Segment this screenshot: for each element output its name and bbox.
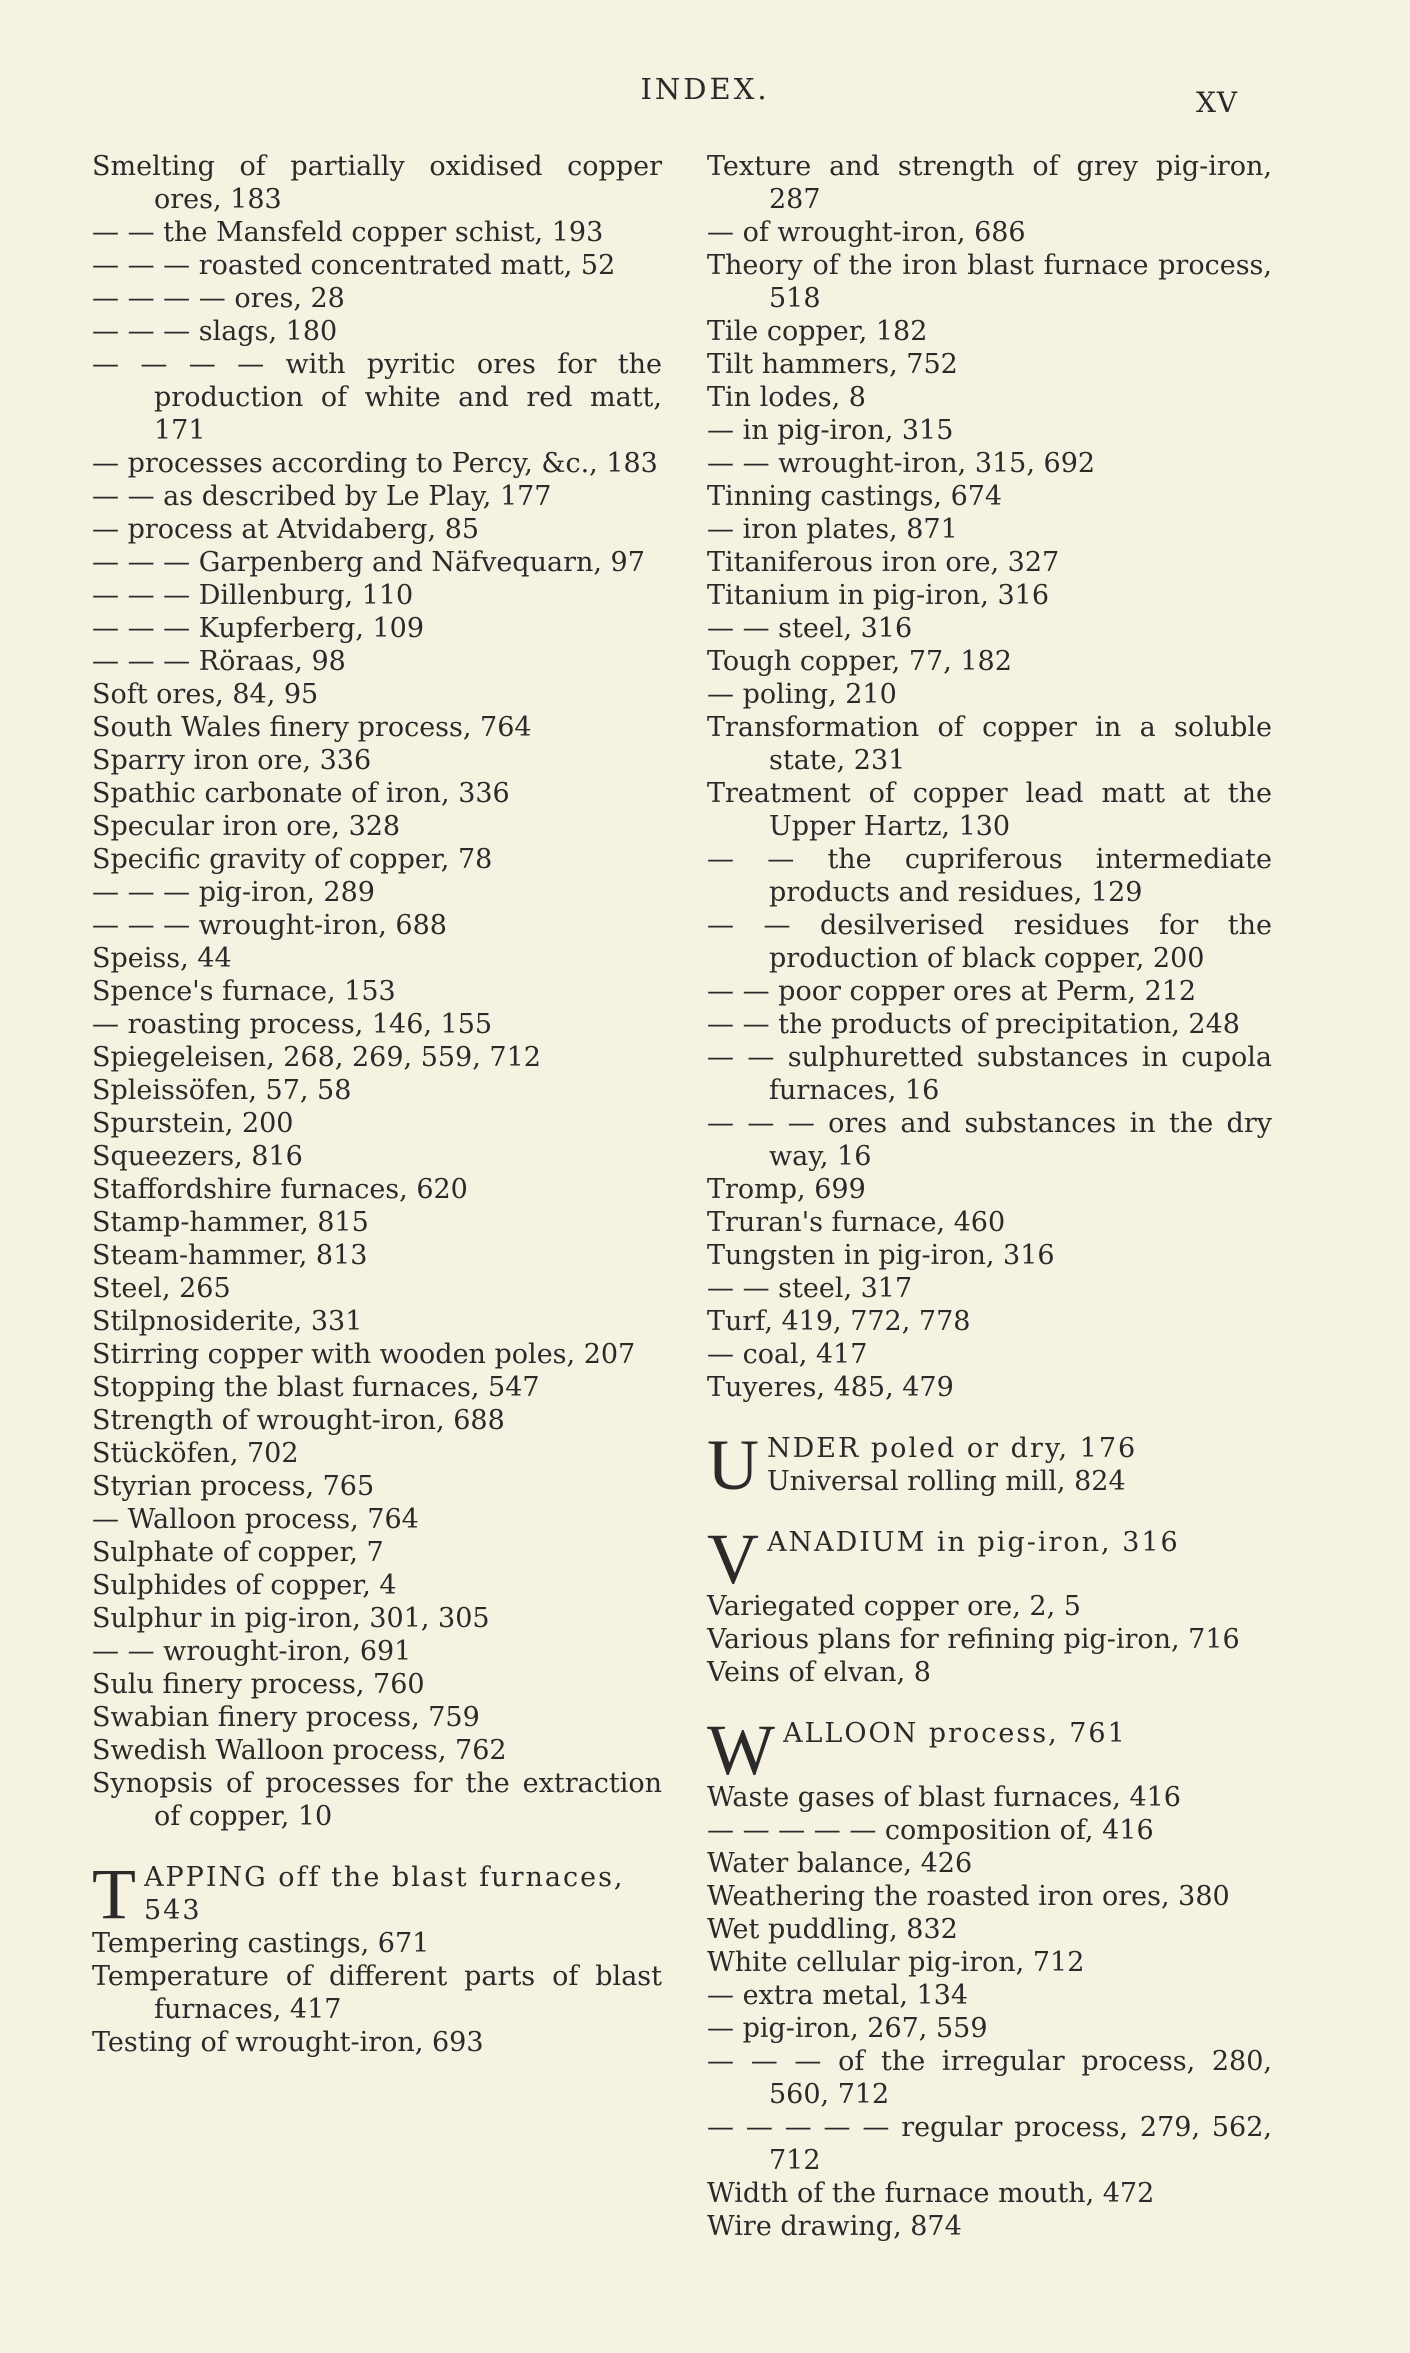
index-entry: Strength of wrought-iron, 688: [92, 1405, 505, 1436]
index-entry: Tilt hammers, 752: [707, 349, 958, 380]
index-entry: — — — Röraas, 98: [92, 646, 346, 677]
index-entry: Synopsis of processes for the extraction of copper, 10: [92, 1768, 662, 1832]
index-entry: Smelting of partially oxidised copper ores, 183: [92, 151, 662, 215]
index-entry: Styrian process, 765: [92, 1471, 375, 1502]
index-entry: Tile copper, 182: [707, 316, 928, 347]
index-entry: Sulphate of copper, 7: [92, 1537, 384, 1568]
index-entry: Swabian finery process, 759: [92, 1702, 480, 1733]
index-entry: Tough copper, 77, 182: [707, 646, 1012, 677]
index-entry: Spiegeleisen, 268, 269, 559, 712: [92, 1042, 541, 1073]
entry-list-t: [92, 1927, 662, 2059]
index-entry: — — as described by Le Play, 177: [92, 481, 552, 512]
entry-list-v: [707, 1590, 1272, 1689]
index-entry: Tromp, 699: [707, 1174, 866, 1205]
index-entry: ALLOON process, 761: [782, 1718, 1127, 1749]
index-entry: Stirring copper with wooden poles, 207: [92, 1339, 636, 1370]
index-entry: Tinning castings, 674: [707, 481, 1003, 512]
index-entry: Weathering the roasted iron ores, 380: [707, 1881, 1230, 1912]
index-entry: Squeezers, 816: [92, 1141, 303, 1172]
index-entry: — iron plates, 871: [707, 514, 958, 545]
section-u-heading: [707, 1425, 1272, 1505]
section-v-heading: [707, 1519, 1272, 1599]
index-entry: Wet puddling, 832: [707, 1914, 958, 1945]
index-entry: Sulu finery process, 760: [92, 1669, 425, 1700]
index-entry: Wire drawing, 874: [707, 2211, 962, 2242]
index-entry: South Wales finery process, 764: [92, 712, 532, 743]
index-column-right: [707, 150, 1272, 2243]
entry-list-s: [92, 150, 662, 1833]
index-entry: Swedish Walloon process, 762: [92, 1735, 507, 1766]
index-entry: — — — roasted concentrated matt, 52: [92, 250, 616, 281]
section-t-heading: [92, 1854, 662, 1934]
index-entry: — Walloon process, 764: [92, 1504, 419, 1535]
index-entry: — — steel, 316: [707, 613, 913, 644]
index-entry: Transformation of copper in a soluble state, 231: [707, 712, 1272, 776]
index-entry: — — — slags, 180: [92, 316, 338, 347]
index-entry: — extra metal, 134: [707, 1980, 969, 2011]
index-entry: Variegated copper ore, 2, 5: [707, 1591, 1081, 1622]
index-entry: — — — — ores, 28: [92, 283, 345, 314]
index-entry: Staffordshire furnaces, 620: [92, 1174, 468, 1205]
index-entry: Titanium in pig-iron, 316: [707, 580, 1050, 611]
index-entry: Spence's furnace, 153: [92, 976, 396, 1007]
index-entry: Treatment of copper lead matt at the Upper Hartz, 130: [707, 778, 1272, 842]
page-number: XV: [1196, 86, 1239, 119]
entry-list-w: [707, 1781, 1272, 2243]
index-entry: — coal, 417: [707, 1339, 868, 1370]
index-entry: — roasting process, 146, 155: [92, 1009, 493, 1040]
index-entry: — — — pig-iron, 289: [92, 877, 375, 908]
index-entry: Width of the furnace mouth, 472: [707, 2178, 1155, 2209]
index-entry: Stopping the blast furnaces, 547: [92, 1372, 540, 1403]
index-entry: Sparry iron ore, 336: [92, 745, 372, 776]
index-entry: — pig-iron, 267, 559: [707, 2013, 988, 2044]
index-entry: — — the cupriferous intermediate products and residues, 129: [707, 844, 1272, 908]
index-entry: Truran's furnace, 460: [707, 1207, 1006, 1238]
section-w-body: [783, 1717, 1127, 1781]
section-v-body: [767, 1526, 1180, 1590]
index-entry: Theory of the iron blast furnace process, 518: [707, 250, 1272, 314]
index-entry: — — the products of precipitation, 248: [707, 1009, 1240, 1040]
index-entry: Veins of elvan, 8: [707, 1657, 931, 1688]
section-v: [707, 1519, 1272, 1689]
index-entry: — — wrought-iron, 315, 692: [707, 448, 1096, 479]
index-entry: Tin lodes, 8: [707, 382, 866, 413]
index-entry: — — — Garpenberg and Näfvequarn, 97: [92, 547, 645, 578]
entry-list-t-cont: [707, 150, 1272, 1404]
index-entry: Specular iron ore, 328: [92, 811, 401, 842]
index-entry: — process at Atvidaberg, 85: [92, 514, 480, 545]
index-entry: Testing of wrought-iron, 693: [92, 2027, 484, 2058]
index-entry: — in pig-iron, 315: [707, 415, 954, 446]
index-entry: Specific gravity of copper, 78: [92, 844, 493, 875]
index-entry: Turf, 419, 772, 778: [707, 1306, 971, 1337]
drop-cap-w: W: [707, 1710, 775, 1790]
index-entry: Stilpnosiderite, 331: [92, 1306, 363, 1337]
index-entry: NDER poled or dry, 176: [767, 1433, 1138, 1464]
index-entry: — — — Dillenburg, 110: [92, 580, 414, 611]
index-entry: — — desilverised residues for the production of black copper, 200: [707, 910, 1272, 974]
index-entry: Speiss, 44: [92, 943, 232, 974]
index-entry: — — poor copper ores at Perm, 212: [707, 976, 1197, 1007]
index-entry: Spleissöfen, 57, 58: [92, 1075, 352, 1106]
index-entry: Steel, 265: [92, 1273, 231, 1304]
index-entry: — — the Mansfeld copper schist, 193: [92, 217, 604, 248]
index-entry: Sulphur in pig-iron, 301, 305: [92, 1603, 490, 1634]
index-entry: — — sulphuretted substances in cupola furnaces, 16: [707, 1042, 1272, 1106]
section-u-body: [767, 1432, 1137, 1498]
index-entry: Sulphides of copper, 4: [92, 1570, 397, 1601]
index-entry: Texture and strength of grey pig-iron, 287: [707, 151, 1272, 215]
index-entry: Spurstein, 200: [92, 1108, 294, 1139]
section-w-heading: [707, 1710, 1272, 1790]
index-entry: White cellular pig-iron, 712: [707, 1947, 1085, 1978]
index-entry: — — — wrought-iron, 688: [92, 910, 447, 941]
section-u: [707, 1425, 1272, 1505]
drop-cap-t: T: [92, 1854, 136, 1934]
index-entry: Spathic carbonate of iron, 336: [92, 778, 510, 809]
index-entry: Temperature of different parts of blast furnaces, 417: [92, 1961, 662, 2025]
index-entry: — poling, 210: [707, 679, 897, 710]
index-entry: Titaniferous iron ore, 327: [707, 547, 1060, 578]
index-entry: Universal rolling mill, 824: [767, 1466, 1126, 1497]
drop-cap-u: U: [707, 1425, 759, 1505]
index-entry: Water balance, 426: [707, 1848, 973, 1879]
index-entry: — — — — with pyritic ores for the production of white and red matt, 171: [92, 349, 662, 446]
index-entry: Tuyeres, 485, 479: [707, 1372, 954, 1403]
index-entry: Stamp-hammer, 815: [92, 1207, 369, 1238]
index-entry: — — — — — composition of, 416: [707, 1815, 1154, 1846]
drop-cap-v: V: [707, 1519, 759, 1599]
index-entry: — — — Kupferberg, 109: [92, 613, 425, 644]
section-t: [92, 1854, 662, 2059]
index-entry: Steam-hammer, 813: [92, 1240, 368, 1271]
index-column-left: [92, 150, 662, 2059]
index-entry: — of wrought-iron, 686: [707, 217, 1026, 248]
index-entry: Various plans for refining pig-iron, 716: [707, 1624, 1240, 1655]
index-entry: — — — of the irregular process, 280, 560, 712: [707, 2046, 1272, 2110]
index-entry: Soft ores, 84, 95: [92, 679, 319, 710]
index-entry: — processes according to Percy, &c., 183: [92, 448, 658, 479]
index-entry: ANADIUM in pig-iron, 316: [767, 1527, 1180, 1558]
index-entry: — — wrought-iron, 691: [92, 1636, 412, 1667]
index-entry: — — — ores and substances in the dry way, 16: [707, 1108, 1272, 1172]
running-head: INDEX.: [640, 72, 770, 106]
section-t-first-entry: [144, 1861, 662, 1927]
index-entry: Tungsten in pig-iron, 316: [707, 1240, 1055, 1271]
index-entry: — — steel, 317: [707, 1273, 913, 1304]
index-entry: Tempering castings, 671: [92, 1928, 430, 1959]
index-entry: Stücköfen, 702: [92, 1438, 299, 1469]
section-w: [707, 1710, 1272, 2243]
index-entry: — — — — — regular process, 279, 562, 712: [707, 2112, 1272, 2176]
index-entry: Waste gases of blast furnaces, 416: [707, 1782, 1181, 1813]
index-entry: APPING off the blast furnaces, 543: [143, 1862, 625, 1926]
